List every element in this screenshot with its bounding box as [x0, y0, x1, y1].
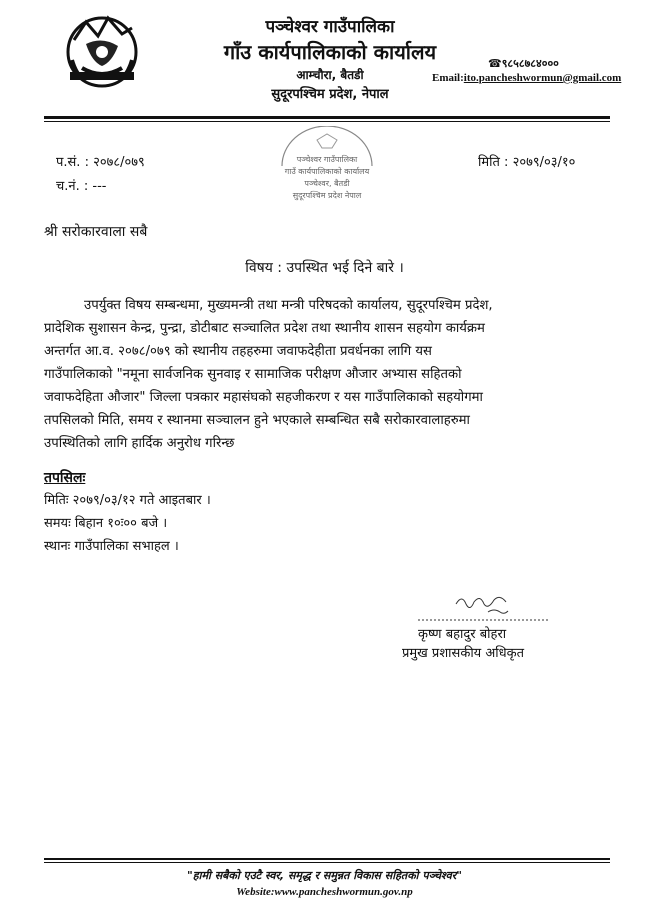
phone-number: ☎९८५८७८४०००	[488, 57, 559, 70]
dispatch-number: च.नं. : ---	[56, 179, 107, 194]
email-label: Email:	[432, 72, 464, 84]
header-divider-thin	[44, 121, 610, 122]
municipality-name: पञ्चेश्वर गाउँपालिका	[265, 17, 395, 37]
body-line: तपसिलको मिति, समय र स्थानमा सञ्चालन हुने भएकाले सम्बन्धित सबै सरोकारवालाहरुमा	[44, 413, 470, 428]
address-line: आम्चौरा, बैतडी	[296, 68, 364, 82]
footer-divider-thin	[44, 862, 610, 863]
body-line: गाउँपालिकाको "नमूना सार्वजनिक सुनवाइ र सामाजिक परीक्षण औजार अभ्यास सहितको	[44, 367, 462, 382]
details-heading: तपसिलः	[44, 470, 86, 486]
body-line: अन्तर्गत आ.व. २०७८/०७९ को स्थानीय तहहरुमा जवाफदेहीता प्रवर्धनका लागि यस	[44, 344, 432, 359]
stamp-line-3: पञ्चेश्वर, बैतडी	[304, 179, 350, 188]
stamp-line-4: सुदूरपश्चिम प्रदेश नेपाल	[292, 191, 362, 200]
footer-website[interactable]: Website:www.pancheshwormun.gov.np	[236, 886, 413, 898]
letter-date: मिति : २०७९/०३/१०	[478, 155, 576, 170]
nepal-emblem-icon	[60, 10, 144, 94]
details-place: स्थानः गाउँपालिका सभाहल ।	[44, 539, 179, 554]
body-line: उपस्थितिको लागि हार्दिक अनुरोध गरिन्छ	[44, 436, 235, 451]
office-name: गाँउ कार्यपालिकाको कार्यालय	[223, 40, 437, 64]
subject-line: विषय : उपस्थित भई दिने बारे ।	[245, 260, 404, 276]
addressee: श्री सरोकारवाला सबै	[44, 224, 148, 240]
footer-divider	[44, 858, 610, 860]
stamp-line-1: पञ्चेश्वर गाउँपालिका	[296, 155, 358, 164]
province-line: सुदूरपश्चिम प्रदेश, नेपाल	[271, 87, 389, 102]
stamp-line-2: गाउँ कार्यपालिकाको कार्यालय	[284, 167, 370, 176]
details-time: समयः बिहान १०ः०० बजे ।	[44, 516, 168, 531]
reference-number: प.सं. : २०७८/०७९	[56, 155, 145, 170]
email-link[interactable]: ito.pancheshwormun@gmail.com	[463, 72, 622, 84]
signatory-name: कृष्ण बहादुर बोहरा	[418, 627, 507, 642]
office-stamp	[262, 126, 392, 206]
details-date: मितिः २०७९/०३/१२ गते आइतबार ।	[44, 493, 211, 508]
email-line[interactable]	[432, 72, 621, 84]
letter-body	[44, 294, 609, 455]
header-divider	[44, 116, 610, 119]
signature-scribble	[408, 590, 558, 624]
body-line: प्रादेशिक सुशासन केन्द्र, पुन्द्रा, डोटीबाट सञ्चालित प्रदेश तथा स्थानीय शासन सहयोग कार्यक्रम	[44, 321, 485, 336]
signatory-title: प्रमुख प्रशासकीय अधिकृत	[402, 646, 525, 661]
footer-slogan: "हामी सबैको एउटै स्वर, समृद्ध र समुन्नत विकास सहितको पञ्चेश्वर"	[187, 869, 462, 882]
body-line: उपर्युक्त विषय सम्बन्धमा, मुख्यमन्त्री तथा मन्त्री परिषदको कार्यालय, सुदूरपश्चिम प्रदेश,	[84, 298, 493, 313]
body-line: जवाफदेहिता औजार" जिल्ला पत्रकार महासंघको सहजीकरण र यस गाउँपालिकाको सहयोगमा	[44, 390, 483, 405]
